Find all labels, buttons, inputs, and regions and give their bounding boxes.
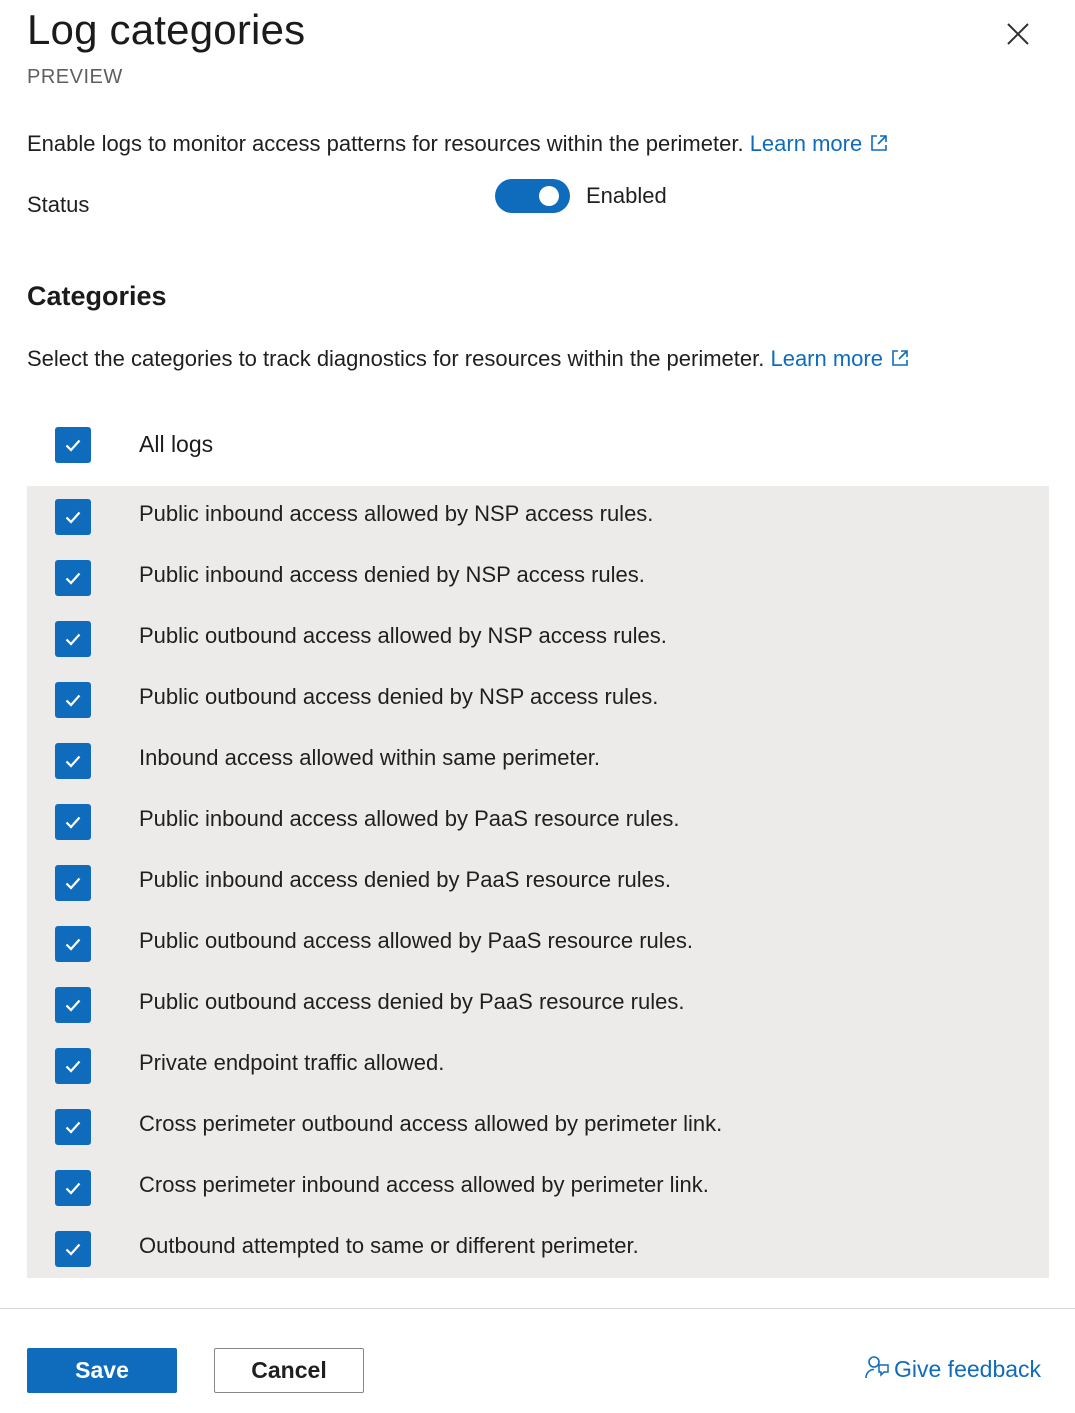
categories-text: Select the categories to track diagnostics for resources within the perimeter. xyxy=(27,346,771,371)
category-label: Cross perimeter inbound access allowed by perimeter link. xyxy=(139,1172,709,1197)
category-checkbox[interactable] xyxy=(55,1170,91,1206)
checkmark-icon xyxy=(65,510,81,524)
external-link-icon xyxy=(870,134,888,152)
checkmark-icon xyxy=(65,998,81,1012)
status-toggle[interactable] xyxy=(495,179,570,213)
category-label: Cross perimeter outbound access allowed by perimeter link. xyxy=(139,1111,723,1136)
category-checkbox[interactable] xyxy=(55,865,91,901)
checkmark-icon xyxy=(65,937,81,951)
give-feedback-link[interactable] xyxy=(864,1354,1041,1383)
category-label: Public outbound access denied by NSP access rules. xyxy=(139,684,659,709)
checkmark-icon xyxy=(65,1181,81,1195)
category-row xyxy=(27,669,1049,730)
category-row xyxy=(27,1157,1049,1218)
categories-learn-more-link[interactable] xyxy=(770,346,909,371)
footer-divider xyxy=(0,1308,1075,1309)
category-label: Private endpoint traffic allowed. xyxy=(139,1050,445,1075)
category-row xyxy=(27,1096,1049,1157)
category-checkbox[interactable] xyxy=(55,682,91,718)
save-button[interactable]: Save xyxy=(27,1348,177,1393)
category-row xyxy=(27,730,1049,791)
page-title: Log categories xyxy=(27,6,306,53)
category-label: Public outbound access denied by PaaS resource rules. xyxy=(139,989,685,1014)
category-checkbox[interactable] xyxy=(55,743,91,779)
categories-heading: Categories xyxy=(27,281,167,311)
intro-learn-more-label: Learn more xyxy=(749,131,863,156)
checkmark-icon xyxy=(65,1059,81,1073)
category-row xyxy=(27,913,1049,974)
checkmark-icon xyxy=(65,815,81,829)
category-checkbox[interactable] xyxy=(55,621,91,657)
close-button[interactable] xyxy=(1000,16,1036,52)
category-label: Inbound access allowed within same perimeter. xyxy=(139,745,601,770)
categories-learn-more-label: Learn more xyxy=(770,346,883,371)
all-logs-label: All logs xyxy=(139,431,214,457)
category-label: Public inbound access allowed by PaaS resource rules. xyxy=(139,806,680,831)
category-label: Public outbound access allowed by NSP access rules. xyxy=(139,623,667,648)
category-checkbox[interactable] xyxy=(55,1231,91,1267)
give-feedback-label: Give feedback xyxy=(894,1356,1042,1382)
close-icon xyxy=(1000,16,1036,52)
category-checkbox[interactable] xyxy=(55,987,91,1023)
category-label: Public inbound access denied by NSP access rules. xyxy=(139,562,645,587)
category-checkbox[interactable] xyxy=(55,926,91,962)
category-row xyxy=(27,1035,1049,1096)
category-list xyxy=(27,486,1049,1278)
categories-description xyxy=(27,346,909,372)
feedback-icon xyxy=(864,1354,890,1380)
category-row xyxy=(27,791,1049,852)
intro-learn-more-link[interactable] xyxy=(750,131,889,156)
status-toggle-text: Enabled xyxy=(586,183,667,208)
category-label: Public inbound access allowed by NSP access rules. xyxy=(139,501,654,526)
category-row xyxy=(27,974,1049,1035)
category-checkbox[interactable] xyxy=(55,1109,91,1145)
cancel-button[interactable]: Cancel xyxy=(214,1348,364,1393)
category-checkbox[interactable] xyxy=(55,1048,91,1084)
external-link-icon xyxy=(891,349,909,367)
checkmark-icon xyxy=(65,754,81,768)
checkmark-icon xyxy=(65,693,81,707)
checkmark-icon xyxy=(65,438,81,452)
category-label: Public inbound access denied by PaaS resource rules. xyxy=(139,867,671,892)
checkmark-icon xyxy=(65,876,81,890)
intro-text: Enable logs to monitor access patterns for resources within the perimeter. xyxy=(27,131,750,156)
checkmark-icon xyxy=(65,632,81,646)
preview-label: PREVIEW xyxy=(27,66,123,88)
category-row xyxy=(27,486,1049,547)
checkmark-icon xyxy=(65,1242,81,1256)
category-row xyxy=(27,852,1049,913)
category-label: Outbound attempted to same or different perimeter. xyxy=(139,1233,639,1258)
category-label: Public outbound access allowed by PaaS resource rules. xyxy=(139,928,693,953)
intro-description xyxy=(27,131,888,157)
category-checkbox[interactable] xyxy=(55,804,91,840)
category-checkbox[interactable] xyxy=(55,560,91,596)
category-checkbox[interactable] xyxy=(55,499,91,535)
category-row xyxy=(27,547,1049,608)
status-label: Status xyxy=(27,192,90,217)
checkmark-icon xyxy=(65,571,81,585)
all-logs-checkbox[interactable] xyxy=(55,427,91,463)
checkmark-icon xyxy=(65,1120,81,1134)
category-row xyxy=(27,1218,1049,1279)
category-row xyxy=(27,608,1049,669)
toggle-knob xyxy=(539,186,559,206)
